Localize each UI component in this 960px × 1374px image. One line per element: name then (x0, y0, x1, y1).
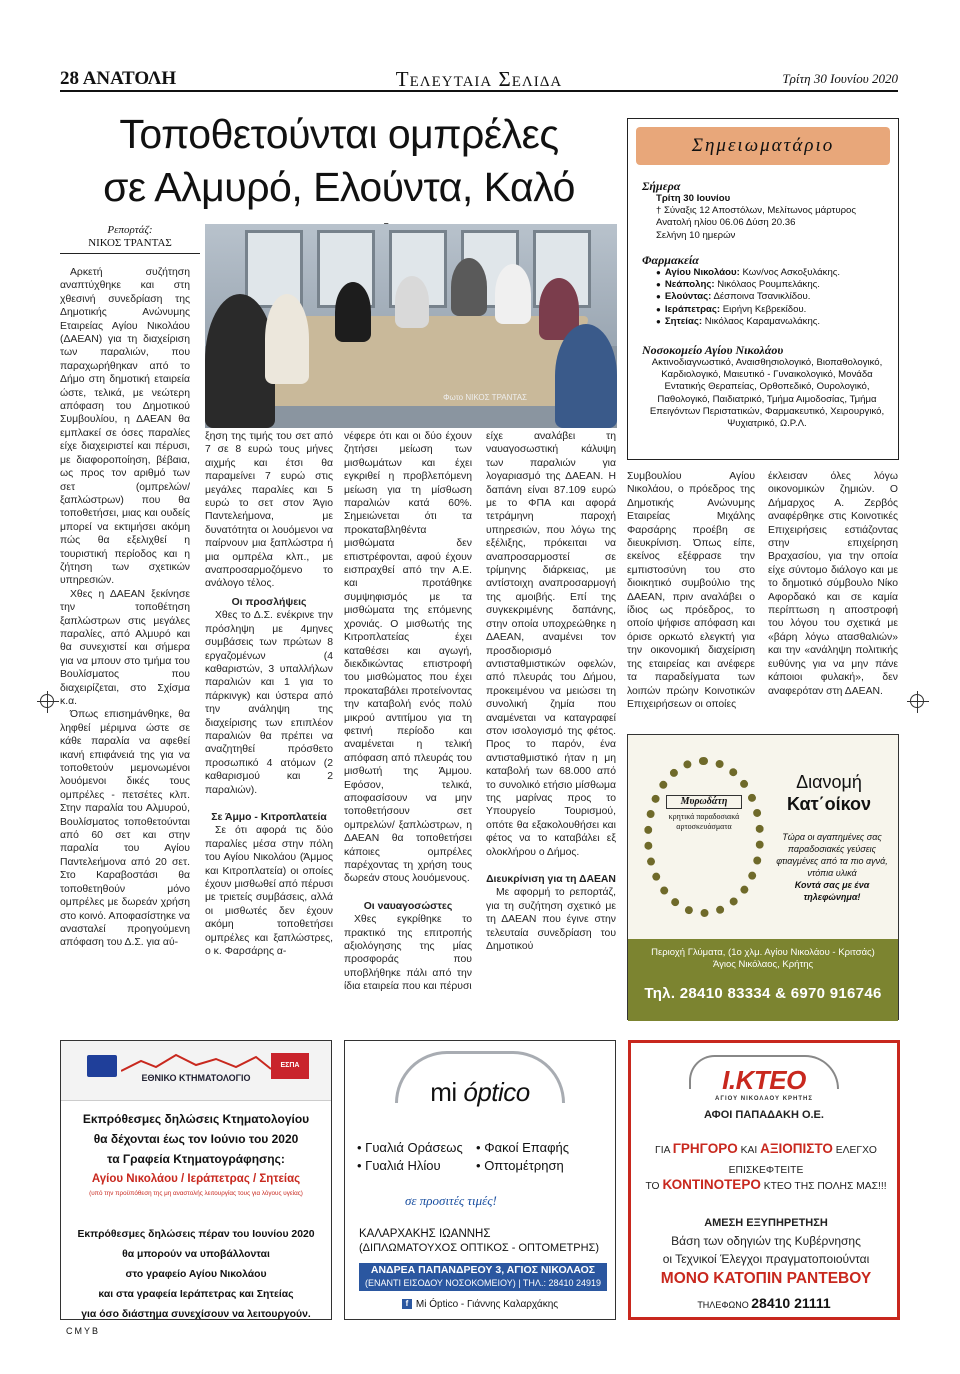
photo-caption: Φωτο ΝΙΚΟΣ ΤΡΑΝΤΑΣ (443, 393, 527, 402)
notes-title: Σημειωματάριο (691, 135, 835, 156)
notes-hospital (642, 343, 892, 430)
notes-hosp-heading: Νοσοκομείο Αγίου Νικολάου (642, 343, 784, 357)
bakery-ad (627, 734, 899, 1020)
optician-slogan: σε προσιτές τιμές! (405, 1193, 497, 1208)
article-column-1 (60, 266, 190, 950)
article-column-6 (768, 470, 898, 698)
cadastre-logo: ΕΘΝΙΚΟ ΚΤΗΜΑΤΟΛΟΓΙΟ (121, 1053, 271, 1083)
article-column-5 (627, 470, 755, 711)
kteo-line: ΓΙΑ ΓΡΗΓΟΡΟ ΚΑΙ ΑΞΙΟΠΙΣΤΟ ΕΛΕΓΧΟ ΕΠΙΣΚΕΦΤΕΙΤΕ (655, 1141, 877, 1176)
kteo-ad (628, 1040, 900, 1320)
pharmacy-item: ● Ιεράπετρας: Ειρήνη Κεβρεκίδου. (656, 304, 892, 316)
page-number: 28 ΑΝΑΤΟΛΗ (60, 68, 177, 89)
kteo-line: ΑΜΕΣΗ ΕΞΥΠΗΡΕΤΗΣΗ (704, 1217, 828, 1229)
article-column-3 (344, 430, 472, 994)
notes-today-line: Ανατολή ηλίου 06.06 Δύση 20.36 (656, 217, 796, 229)
article-photo (205, 224, 617, 428)
kteo-company: ΑΦΟΙ ΠΑΠΑΔΑΚΗ Ο.Ε. (704, 1109, 824, 1121)
facebook-icon: f (402, 1299, 412, 1309)
kteo-line: ΤΟ ΚΟΝΤΙΝΟΤΕΡΟ ΚΤΕΟ ΤΗΣ ΠΟΛΗΣ ΜΑΣ!!! (645, 1177, 887, 1192)
notes-box (627, 118, 899, 460)
page-header (60, 68, 898, 92)
subheading: Οι ναυαγοσώστες (363, 900, 453, 912)
kteo-line: Βάση των οδηγιών της Κυβέρνησης (671, 1234, 861, 1248)
optician-name: ΚΑΛΑΡΧΑΚΗΣ ΙΩΑΝΝΗΣ (ΔΙΠΛΩΜΑΤΟΥΧΟΣ ΟΠΤΙΚΟΣ - ΟΠΤΟΜΕΤΡΗΣ) (359, 1228, 600, 1254)
issue-date: Τρίτη 30 Ιουνίου 2020 (782, 71, 898, 86)
byline-name: ΝΙΚΟΣ ΤΡΑΝΤΑΣ (88, 237, 172, 249)
color-registration-label: CMYB (66, 1326, 101, 1336)
article-column-2 (205, 430, 333, 958)
subheading: Διευκρίνιση για τη ΔΑΕΑΝ (486, 874, 616, 885)
notes-today (642, 179, 892, 242)
byline-role: Ρεπορτάζ: (107, 224, 153, 236)
headline-line-1: Τοποθετούνται ομπρέλες (119, 111, 559, 157)
cadastre-text-top: Εκπρόθεσμες δηλώσεις Κτηματολογίου θα δέχονται έως τον Ιούνιο του 2020 τα Γραφεία Κτηματογράφησης: Αγίου Νικολάου / Ιεράπετρας / Σητείας (υπό την προϋπόθεση της μη αναστολής λειτουργίας τους για λόγους υγείας) (82, 1112, 310, 1197)
bakery-phone: Τηλ. 28410 83334 & 6970 916746 (644, 985, 882, 1002)
byline (60, 224, 200, 254)
notes-today-line: Σελήνη 10 ημερών (656, 229, 736, 241)
paragraph: Συμβουλίου Αγίου Νικολάου, ο πρόεδρος της Δημοτικής Ανώνυμης Εταιρείας Μιχάλης Φαρσάρης προέβη σε διευκρίνιση. Όπως είπε, εκείνος εξέφρασε την εμπιστοσύνη του στο διοικητικό συμβούλιο της ΔΑΕΑΝ, πριν αναλάβει ο ίδιος ως πρόεδρος, το οποίο ψήφισε απόφαση και όρισε ορκωτό ελεγκτή για την οικονομική διαχείριση της εταιρείας και ανέφερε τα παραδείγματα των λοιπών πρώην Κοινοτικών Επιχειρήσεων οι οποίες (627, 471, 755, 710)
pharmacy-item: ● Αγίου Νικολάου: Κων/νος Ασκοξυλάκης. (656, 267, 892, 279)
eu-flag-icon (87, 1055, 117, 1077)
notes-banner (636, 127, 890, 165)
paragraph: Χθες εγκρίθηκε το πρακτικό της επιτροπής αξιολόγησης της μίας προσφοράς που υποβλήθηκε πάλι από την ίδια εταιρεία που και πέρυσι (344, 914, 472, 993)
kteo-line: οι Τεχνικοί Έλεγχοι πραγματοποιούνται (662, 1252, 870, 1266)
notes-hosp-text: Ακτινοδιαγνωστικό, Αναισθησιολογικό, Βιοπαθολογικό, Καρδιολογικό, Μαιευτικό - Γυναικολογικό, Μονάδα Εντατικής Θεραπείας, Ορθοπεδικό, Ουρολογικό, Παθολογικό, Παιδιατρικό, Τμήμα Αιμοδοσίας, Τμήμα Επειγόντων Περιστατικών, Φαρμακευτικό, Χειρουργικό, Ψυχιατρικό, Ω.Ρ.Λ. (649, 357, 885, 430)
registration-mark-icon (910, 694, 924, 708)
notes-today-line: † Σύναξις 12 Αποστόλων, Μελίτωνος μάρτυρος (656, 205, 857, 217)
paragraph: Όπως επισημάνθηκε, θα ληφθεί μέριμνα ώστε σε κάθε παραλία να αφεθεί ικανή επιφάνειά της για να τοποθετούν μεμονωμένοι λουόμενοι δικές τους ομπρέλες - πετσέτες κλπ. Στην παραλία του Αλμυρού, Βουλίσματος τοποθετούνται από 60 σετ και στην παραλία του Αγίου Παντελεήμονα από 20 σετ. Στο Καραβοστάσι θα τοποθετηθούν μόνο ομπρέλες με δωρεάν χρήση στο κοινό. Αποφασίστηκε να ανασταλεί προηγούμενη απόφαση του Δ.Σ. για αύ- (60, 709, 190, 949)
paragraph: Χθες το Δ.Σ. ενέκρινε την πρόσληψη με 4μηνες συμβάσεις των πρώτων 8 εργαζομένων (4 καθαριστών, 3 υπαλλήλων παραλιών και 1 για το πάρκινγκ) και ύστερα από την ανάληψη της διαχείρισης των επιπλέον παραλιών θα πρέπει να αναζητηθεί πρόσθετο προσωπικό 4 ατόμων (2 καθαρισμού και 2 παραλιών). (205, 610, 333, 796)
section-title: Τελευταια Σελιδα (395, 67, 563, 91)
paragraph: Με αφορμή το ρεπορτάζ, για τη συζήτηση σχετικό με τη ΔΑΕΑΝ που έγινε στην τελευταία συνεδρίαση του Δημοτικού (486, 887, 616, 953)
subheading: Σε Άμμο - Κιτροπλατεία (211, 811, 327, 823)
cadastre-logo-bar (61, 1041, 331, 1101)
bakery-contact: Περιοχή Γλύματα, (1ο χλμ. Αγίου Νικολάου - Κριτσάς) Άγιος Νικόλαος, Κρήτης Τηλ. 28410 83334 & 6970 916746 (628, 939, 898, 1021)
paragraph: έκλεισαν όλες λόγω οικονομικών ζημιών. Ο Δήμαρχος Α. Ζερβός αναφέρθηκε στις Κοινοτικές Επιχειρήσεις εστιάζοντας στην επιχείρηση Βραχασίου, για την οποία είχε σύντομο διάλογο και με το δημοτικό σύμβουλο Νίκο Αφορδακό και σε καμία περίπτωση η αποστροφή του λόγου του σχετικά με «βάρη λόγω ατασθαλιών» και την «ανάληψη πολιτικής ευθύνης για να μην πάνε κάποιοι φυλακή», δεν αναφερόταν στη ΔΑΕΑΝ. (768, 471, 898, 697)
kteo-appointment: ΜΟΝΟ ΚΑΤΟΠΙΝ ΡΑΝΤΕΒΟΥ (660, 1270, 872, 1287)
bakery-text: Τώρα οι αγαπημένες σας παραδοσιακές γεύσεις φτιαγμένες από τα πιο αγνά, ντόπια υλικά Κοντά σας με ένα τηλεφώνημα! (776, 832, 888, 902)
optician-facebook: f Mi Óptico - Γιάννης Καλαρχάκης (345, 1299, 615, 1310)
registration-mark-icon (40, 694, 54, 708)
espa-logo: ΕΣΠΑ (271, 1053, 309, 1079)
optician-address: ΑΝΔΡΕΑ ΠΑΠΑΝΔΡΕΟΥ 3, ΑΓΙΟΣ ΝΙΚΟΛΑΟΣ (ΕΝΑΝΤΙ ΕΙΣΟΔΟΥ ΝΟΣΟΚΟΜΕΙΟΥ) | ΤΗΛ.: 28410 24919 (359, 1263, 607, 1291)
optician-logo: mi óptico (430, 1077, 530, 1107)
cadastre-ad (60, 1040, 332, 1320)
bakery-logo: Μυρωδάτη κρητικά παραδοσιακά αρτοσκευάσματα (666, 795, 742, 877)
pharmacy-item: ● Σητείας: Νικόλαος Καραμανωλάκης. (656, 316, 892, 328)
optician-services: • Γυαλιά Οράσεως • Φακοί Επαφής • Γυαλιά Ηλίου • Οπτομέτρηση (357, 1140, 570, 1173)
cadastre-text-bottom: Εκπρόθεσμες δηλώσεις πέραν του Ιουνίου 2020 θα μπορούν να υποβάλλονται στο γραφείο Αγίου Νικολάου και στα γραφεία Ιεράπετρας και Σητείας για όσο διάστημα συνεχίσουν να λειτουργούν. (77, 1229, 315, 1320)
paragraph: Σε ότι αφορά τις δύο παραλίες μέσα στην πόλη του Αγίου Νικολάου (Άμμος και Κιτροπλατεία) οι οποίες έχουν μισθωθεί από πέρυσι με τριετείς συμβάσεις, αλλά οι μισθωτές δεν έχουν ακόμη τοποθετήσει ομπρέλες και ξαπλώστρες, ο κ. Φαρσάρης α- (205, 825, 333, 958)
pharmacy-item: ● Νεάπολης: Νικόλαος Ρουμπελάκης. (656, 279, 892, 291)
article-column-4 (486, 430, 616, 953)
notes-today-heading: Σήμερα (642, 179, 681, 193)
optician-ad (344, 1040, 616, 1320)
subheading: Οι προσλήψεις (231, 596, 307, 608)
delivery-title: Διανομή Κατ΄οίκον (786, 772, 872, 814)
kteo-phone: ΤΗΛΕΦΩΝΟ 28410 21111 (697, 1295, 831, 1311)
paragraph: Χθες η ΔΑΕΑΝ ξεκίνησε την τοποθέτηση ξαπλώστρων στις μεγάλες παραλίες, από Αλμυρό και θα συνεχιστεί και σήμερα για να μπουν στο τμήμα του Βουλίσματος που διαχειρίζεται, στο Σχίσμα κ.α. (60, 588, 190, 707)
notes-pharmacies (642, 253, 892, 328)
paragraph: Αρκετή συζήτηση αναπτύχθηκε και στη χθεσινή συνεδρίαση της Δημοτικής Ανώνυμης Εταιρείας Αγίου Νικολάου (ΔΑΕΑΝ) για τη διαχείριση των παραλιών, που παραχωρήθηκαν από το Δήμο στη δημοτική εταιρεία ώστε, τελικά, με νεώτερη απόφαση του Δημοτικού Συμβουλίου, η ΔΑΕΑΝ θα εμπλακεί σε όσες παραλίες είχε διαχειριστεί και πέρυσι, με διαφοροποίηση, βέβαια, ως προς τον αριθμό των σετ (ομπρελών/ ξαπλώστρων) που θα τοποθετήσει, μιας και ουδείς μπορεί να εκτιμήσει ακόμη πώς θα εξελιχθεί η τουριστική περίοδος και η ζήτηση των σχετικών υπηρεσιών. (60, 267, 190, 587)
paragraph: είχε αναλάβει τη ναυαγοσωστική κάλυψη των παραλιών για λογαριασμό της ΔΑΕΑΝ. Η δαπάνη είναι 87.109 ευρώ με το ΦΠΑ και αφορά τετράμηνη παροχή υπηρεσιών, που λόγω της εξέλιξης, πρόκειται να αναπροσαρμοστεί σε τρίμηνης διάρκειας, με αντίστοιχη αναπροσαρμογή της αμοιβής. Επί της συγκεκριμένης δαπάνης, στην οποία υποχρεώθηκε η ΔΑΕΑΝ, αναμένει τον προσδιορισμό αντισταθμιστικών οφελών, από πλευράς του Δήμου, προκειμένου να μειώσει τη συνολική ζημία που αναμένεται να καταγραφεί στον ισολογισμό της φέτος. Προς το παρόν, ένα αντισταθμιστικό ήταν η μη καταβολή των 68.000 από το συνολικό ετήσιο μίσθωμα της μαρίνας προς το Υπουργείο Τουρισμού, οπότε θα εξακολουθήσει και φέτος να το καταβάλει εξ ολοκλήρου ο Δήμος. (486, 431, 616, 858)
paragraph: νέφερε ότι και οι δύο έχουν ζητήσει μείωση των μισθωμάτων και έχει εγκριθεί η προβλεπόμενη μείωση για τη μίσθωση παραλιών κατά 60%. Σημειώνεται ότι τα προκαταβληθέντα μισθώματα δεν επιστρέφονται, αφού έχουν εισπραχθεί από την Α.Ε. και προτάθηκε συμψηφισμός με τα μισθώματα της επόμενης χρονιάς. Ο μισθωτής της Κιτροπλατείας έχει καταθέσει και αγωγή, διεκδικώντας επιστροφή του μισθώματος που έχει προκαταβάλει προτείνοντας την καταβολή ενός πολύ μικρού αντιτίμου για τη φετινή περίοδο και αναμένεται η τελική απόφαση από πλευράς του μισθωτή της Άμμου. Εφόσον, τελικά, αποφασίσουν να μην τοποθετήσουν σετ ομπρελών/ ξαπλώστρων, η ΔΑΕΑΝ θα τοποθετήσει κάποιες ομπρέλες παρέχοντας τη χρήση τους δωρεάν στους λουόμενους. (344, 431, 472, 885)
kteo-logo: Ι.ΚΤΕΟ ΑΓΙΟΥ ΝΙΚΟΛΑΟΥ ΚΡΗΤΗΣ (715, 1065, 813, 1102)
notes-pharm-heading: Φαρμακεία (642, 253, 699, 267)
pharmacy-item: ● Ελούντας: Δέσποινα Τσανικλίδου. (656, 291, 892, 303)
paragraph: ξηση της τιμής του σετ από 7 σε 8 ευρώ τους μήνες αιχμής και έτσι θα παραμείνει 7 ευρώ στις μεγάλες παραλίες και 5 ευρώ το σετ στον Άγιο Παντελεήμονα, με δυνατότητα οι λουόμενοι να παίρνουν μια ξαπλώστρα ή μια ομπρέλα κλπ., με αναπροσαρμοζόμενο το ανάλογο τέλος. (205, 431, 333, 590)
headline-line-2: σε Αλμυρό, Ελούντα, Καλό (103, 164, 575, 210)
notes-today-date: Τρίτη 30 Ιουνίου (656, 193, 731, 204)
